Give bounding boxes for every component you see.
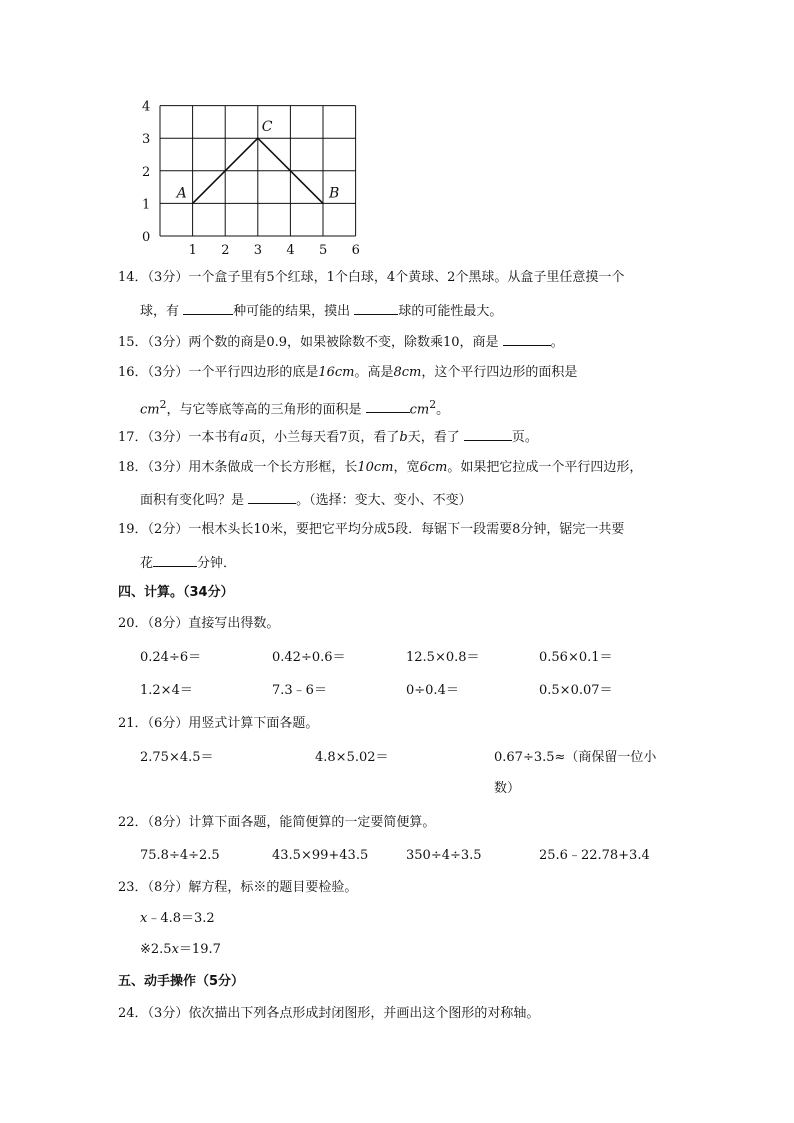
x-tick-label: 4 bbox=[286, 243, 295, 258]
q21-item3: 0.67÷3.5≈（商保留一位小 bbox=[494, 750, 657, 765]
point-label-C: C bbox=[261, 119, 273, 136]
q15-blank[interactable] bbox=[503, 331, 551, 346]
q17-var-a: a bbox=[240, 430, 249, 445]
q20-r2c1: 1.2×4＝ bbox=[140, 683, 193, 698]
q20-r1c2: 0.42÷0.6＝ bbox=[272, 650, 346, 665]
q18-text1e: 。如果把它拉成一个平行四边形， bbox=[447, 460, 643, 475]
q19-text1: 19．（2分）一根木头长10米，要把它平均分成5段．每锯下一段需要8分钟，锯完一共要 bbox=[118, 522, 625, 537]
q16-text1c: 。高是 bbox=[354, 365, 394, 380]
q17-blank[interactable] bbox=[464, 426, 512, 441]
q16-text1a: 16．（3分）一个平行四边形的底是 bbox=[118, 365, 319, 380]
q14-line1 bbox=[118, 268, 624, 288]
q15-line bbox=[118, 331, 564, 353]
y-tick-label: 1 bbox=[142, 197, 151, 213]
q23-eq2-var: x bbox=[171, 942, 179, 957]
point-label-B: B bbox=[329, 185, 340, 202]
y-tick-label: 4 bbox=[142, 99, 151, 115]
y-tick-label: 2 bbox=[142, 164, 151, 180]
q21-item2: 4.8×5.02＝ bbox=[315, 750, 389, 765]
q16-blank[interactable] bbox=[366, 398, 410, 413]
q23-eq1 bbox=[140, 909, 215, 929]
q14-text2a: 球，有 bbox=[140, 304, 180, 319]
q18-line2 bbox=[140, 489, 472, 511]
q16-unit2: cm bbox=[409, 402, 430, 418]
q15-end: 。 bbox=[550, 335, 564, 350]
section5-heading: 五、动手操作（5分） bbox=[118, 974, 245, 989]
q14-blank1[interactable] bbox=[183, 300, 233, 315]
q21-item1: 2.75×4.5＝ bbox=[140, 750, 214, 765]
coordinate-grid-figure bbox=[138, 98, 378, 258]
q18-length: 10cm bbox=[357, 460, 394, 475]
q20-r2c3: 0÷0.4＝ bbox=[406, 683, 459, 698]
y-tick-label: 3 bbox=[142, 132, 151, 148]
q21-title: 21．（6分）用竖式计算下面各题。 bbox=[118, 716, 319, 731]
y-tick-label: 0 bbox=[142, 230, 151, 245]
q14-blank2[interactable] bbox=[354, 300, 398, 315]
q18-blank[interactable] bbox=[248, 489, 296, 504]
q21-item3-cont: 数） bbox=[494, 781, 521, 796]
q23-eq2-rest: ＝19.7 bbox=[178, 942, 221, 957]
q18-text2a: 面积有变化吗？是 bbox=[140, 493, 245, 508]
q19-line2 bbox=[140, 552, 236, 574]
q17-text-b: 页，小兰每天看7页，看了 bbox=[248, 430, 400, 445]
q17-text-c: 天，看了 bbox=[407, 430, 460, 445]
x-tick-label: 2 bbox=[221, 243, 230, 258]
q24-title: 24．（3分）依次描出下列各点形成封闭图形，并画出这个图形的对称轴。 bbox=[118, 1006, 540, 1021]
x-tick-label: 6 bbox=[351, 243, 360, 258]
q14-text2c: 球的可能性最大。 bbox=[398, 304, 503, 319]
q16-line2 bbox=[140, 395, 449, 420]
q23-title: 23．（8分）解方程，标※的题目要检验。 bbox=[118, 880, 358, 895]
q23-eq2 bbox=[140, 940, 221, 960]
q22-item4: 25.6﹣22.78+3.4 bbox=[539, 848, 650, 863]
q18-line1 bbox=[118, 458, 642, 478]
q20-r2c2: 7.3﹣6＝ bbox=[272, 683, 327, 698]
q16-line1 bbox=[118, 363, 577, 383]
q14-text1: 14．（3分）一个盒子里有5个红球，1个白球，4个黄球、2个黑球。从盒子里任意摸一个 bbox=[118, 270, 625, 285]
x-tick-label: 1 bbox=[188, 243, 197, 258]
q22-item2: 43.5×99+43.5 bbox=[272, 848, 369, 863]
q19-line1 bbox=[118, 520, 624, 540]
q16-base: 16cm bbox=[318, 365, 355, 380]
q17-var-b: b bbox=[399, 430, 408, 445]
q22-title: 22．（8分）计算下面各题，能简便算的一定要简便算。 bbox=[118, 815, 436, 830]
q23-eq1-var: x bbox=[140, 911, 148, 926]
q19-text2a: 花 bbox=[140, 556, 154, 571]
q15-text: 15．（3分）两个数的商是0.9，如果被除数不变，除数乘10，商是 bbox=[118, 335, 499, 350]
q17-line bbox=[118, 426, 538, 448]
q18-text2b: 。（选择：变大、变小、不变） bbox=[296, 493, 472, 508]
q22-item1: 75.8÷4÷2.5 bbox=[140, 848, 220, 863]
q16-unit2-sup: 2 bbox=[429, 398, 437, 411]
q16-height: 8cm bbox=[393, 365, 422, 380]
q20-r1c1: 0.24÷6＝ bbox=[140, 650, 202, 665]
q18-width: 6cm bbox=[419, 460, 448, 475]
q16-text2d: 。 bbox=[436, 402, 450, 418]
q19-blank[interactable] bbox=[153, 552, 197, 567]
q16-text2b: ，与它等底等高的三角形的面积是 bbox=[166, 402, 362, 418]
q17-text-a: 17．（3分）一本书有 bbox=[118, 430, 241, 445]
point-label-A: A bbox=[176, 185, 187, 202]
q14-line2 bbox=[140, 300, 502, 322]
grid-svg bbox=[138, 98, 378, 258]
x-tick-label: 3 bbox=[253, 243, 263, 258]
q22-item3: 350÷4÷3.5 bbox=[406, 848, 482, 863]
q19-text2b: 分钟． bbox=[197, 556, 237, 571]
q16-unit1-sup: 2 bbox=[159, 398, 167, 411]
x-tick-label: 5 bbox=[319, 243, 328, 258]
q20-r1c3: 12.5×0.8＝ bbox=[406, 650, 480, 665]
q17-text-d: 页。 bbox=[511, 430, 538, 445]
q14-text2b: 种可能的结果，摸出 bbox=[233, 304, 351, 319]
q16-unit1: cm bbox=[140, 402, 160, 418]
q20-r1c4: 0.56×0.1＝ bbox=[539, 650, 613, 665]
q18-text1c: ，宽 bbox=[393, 460, 420, 475]
q18-text1a: 18．（3分）用木条做成一个长方形框，长 bbox=[118, 460, 358, 475]
q20-title: 20．（8分）直接写出得数。 bbox=[118, 616, 280, 631]
q16-text1e: ，这个平行四边形的面积是 bbox=[421, 365, 578, 380]
q23-eq2-pre: ※2.5 bbox=[140, 942, 172, 957]
q20-r2c4: 0.5×0.07＝ bbox=[539, 683, 613, 698]
q23-eq1-rest: ﹣4.8＝3.2 bbox=[147, 911, 215, 926]
section4-heading: 四、计算。（34分） bbox=[118, 585, 234, 600]
